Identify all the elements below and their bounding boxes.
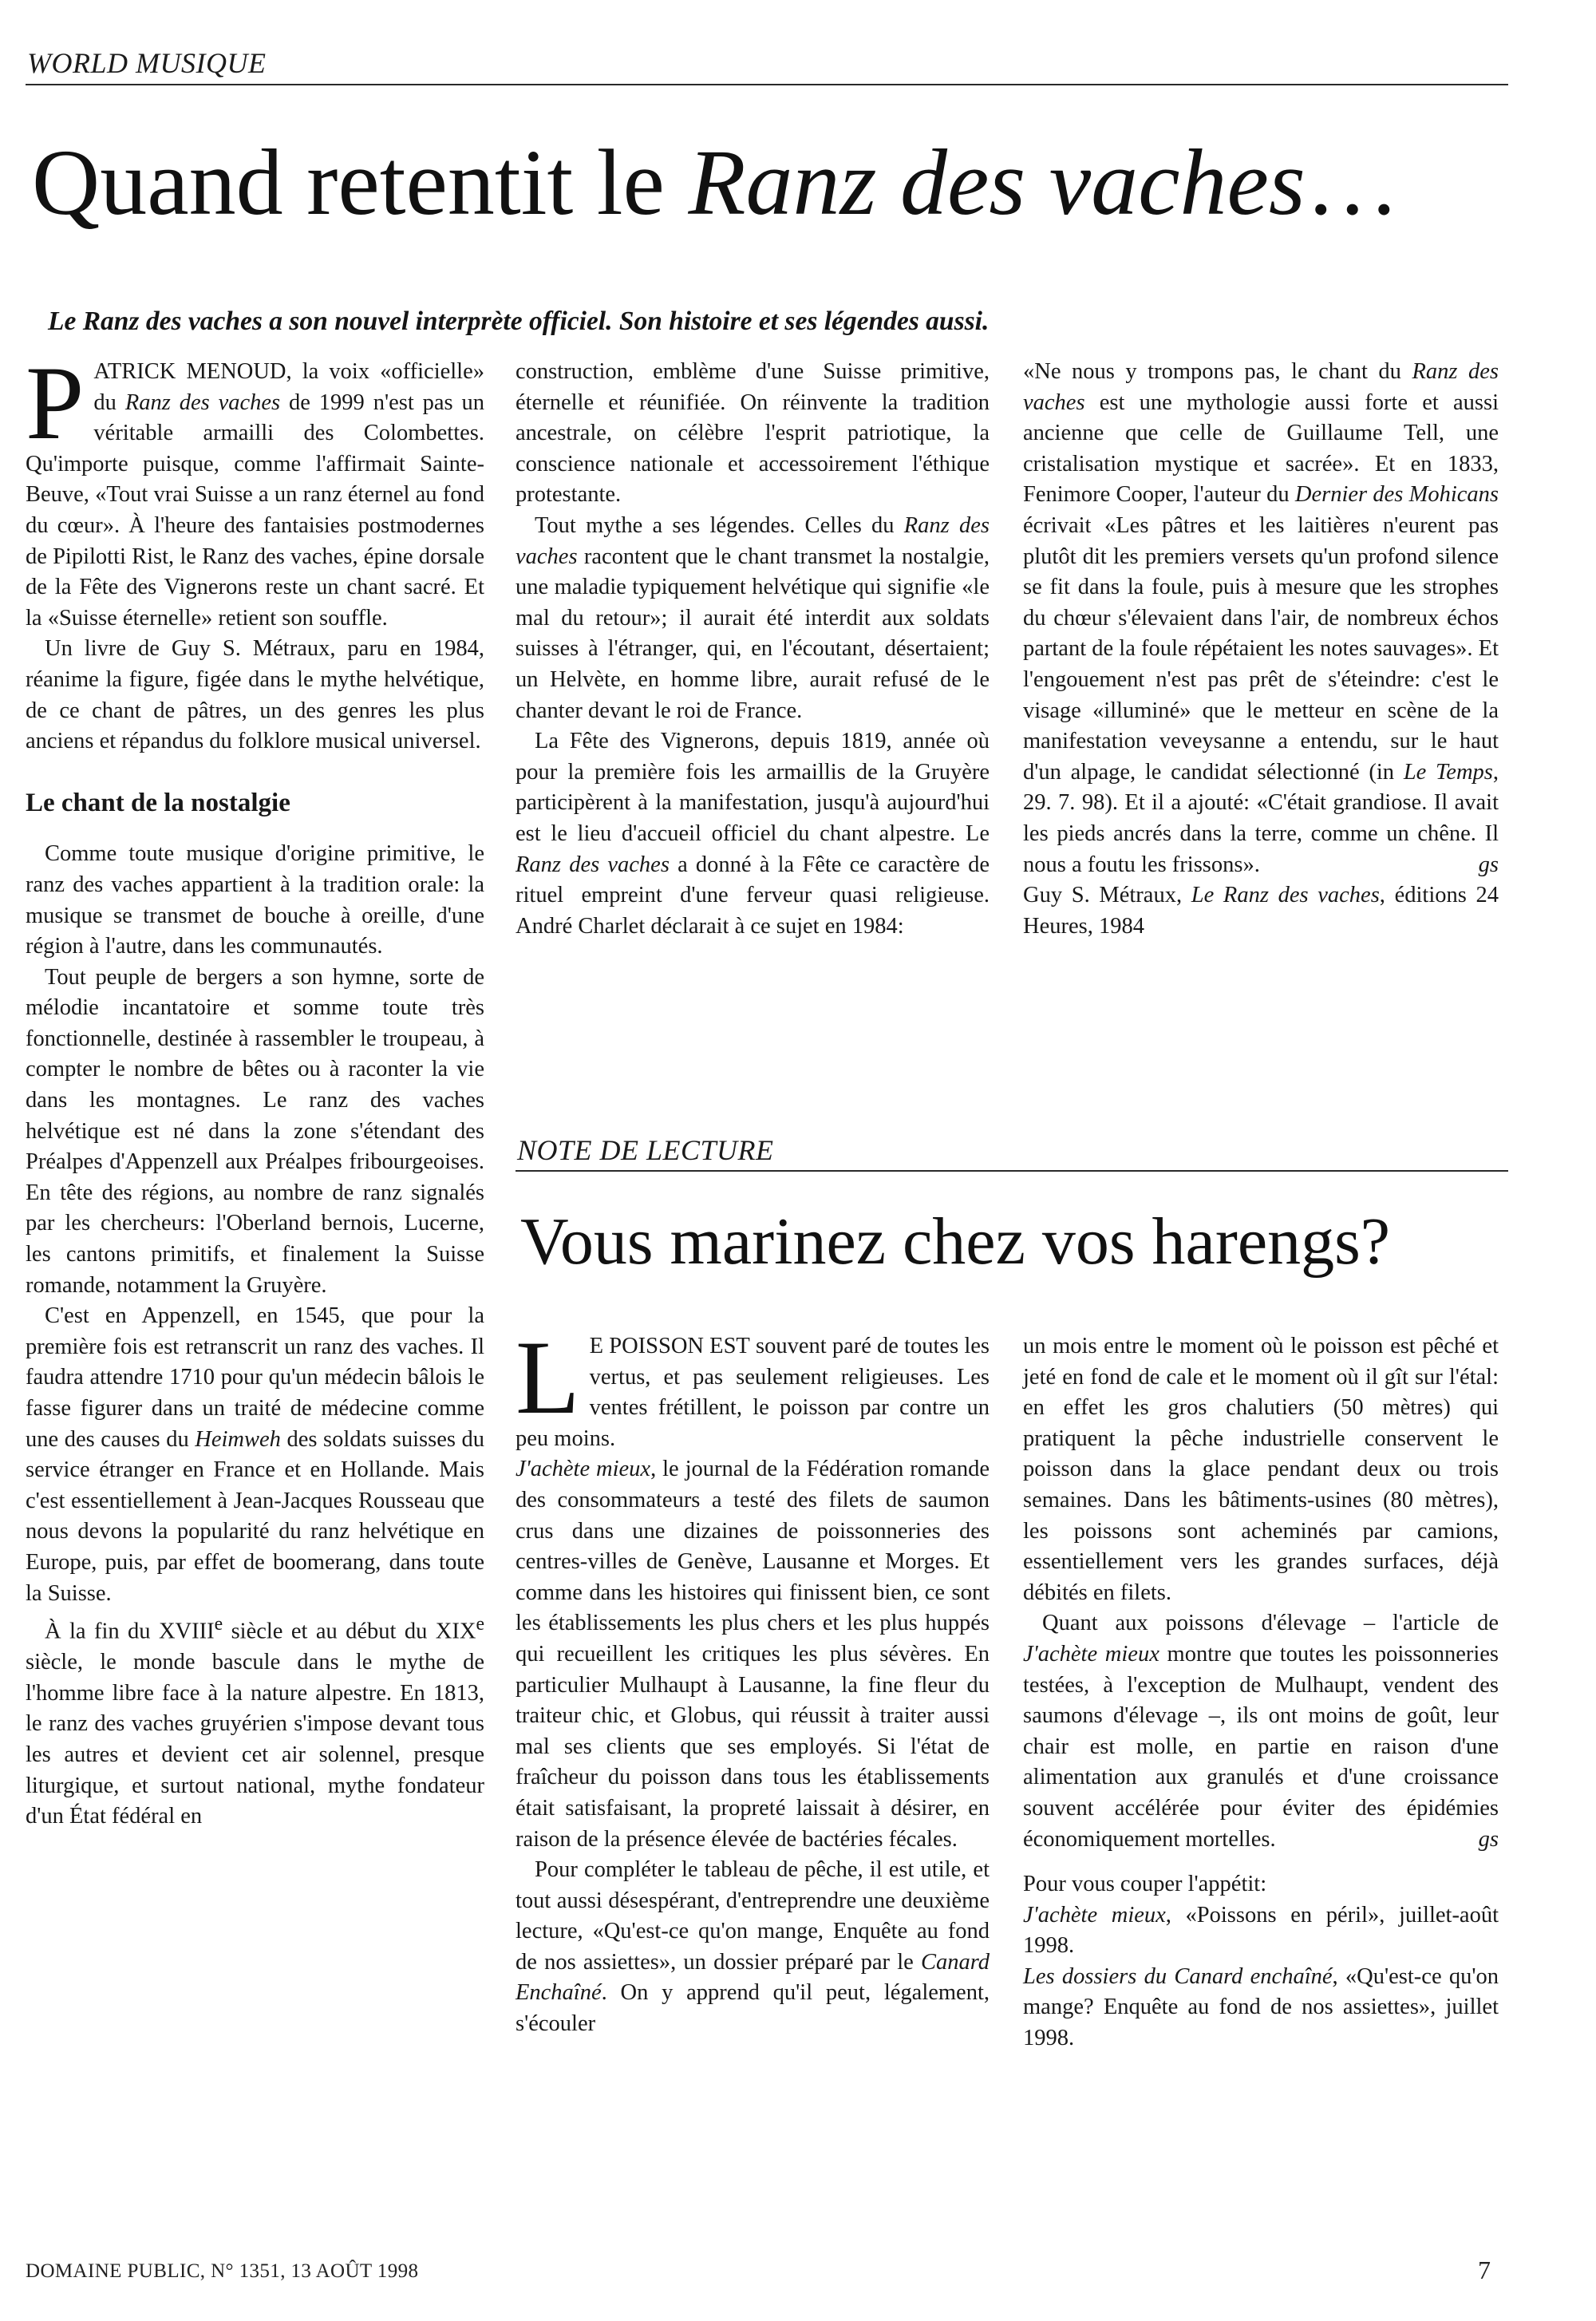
- reference-intro: Pour vous couper l'appétit:: [1023, 1872, 1267, 1897]
- reference-2: Les dossiers du Canard enchaîné, «Qu'est-ce qu'on mange? Enquête au fond de nos assiettes», juillet 1998.: [1023, 1963, 1499, 2051]
- article1-column1: PATRICK MENOUD, la voix «officielle» du Ranz des vaches de 1999 n'est pas un véritable armailli des Colombettes. Qu'importe puisque, comme l'affirmait Sainte-Beuve, «Tout vrai Suisse a un ranz éternel au fond du cœur». À l'heure des fantaisies postmodernes de Pipilotti Rist, le Ranz des vaches, épine dorsale de la Fête des Vignerons reste un chant sacré. Et la «Suisse éternelle» retient son souffle. Un livre de Guy S. Métraux, paru en 1984, réanime la figure, figée dans le mythe helvétique, de ce chant de pâtres, un des genres les plus anciens et répandus du folklore musical universel. Le chant de la nostalgie Comme toute musique d'origine primitive, le ranz des vaches appartient à la tradition orale: la musique se transmet de bouche à oreille, d'une région à l'autre, dans les communautés. Tout peuple de bergers a son hymne, sorte de mélodie incantatoire et somme toute très fonctionnelle, destinée à rassembler le troupeau, à compter le nombre de bêtes ou à raconter la vie dans les montagnes. Le ranz des vaches helvétique est né dans la zone s'étendant des Préalpes d'Appenzell aux Préalpes fribourgeoises. En tête des régions, au nombre de ranz signalés par les chercheurs: l'Oberland bernois, Lucerne, les cantons primitifs, et finalement la Suisse romande, notamment la Gruyère. C'est en Appenzell, en 1545, que pour la première fois est retranscrit un ranz des vaches. Il faudra attendre 1710 pour qu'un médecin bâlois le fasse figurer dans un traité de médecine comme une des causes du Heimweh des soldats suisses du service étranger en France et en Hollande. Mais c'est essentiellement à Jean-Jacques Rousseau que nous devons la popularité du ranz helvétique en Europe, puis, par effet de boomerang, dans toute la Suisse. À la fin du XVIIIe siècle et au début du XIXe siècle, le monde bascule dans le mythe de l'homme libre face à la nature alpestre. En 1813, le ranz des vaches gruyérien s'impose devant tous les autres et devient cet air solennel, presque liturgique, et surtout national, mythe fondateur d'un État fédéral en: [26, 344, 485, 1829]
- article1-column3: «Ne nous y trompons pas, le chant du Ranz des vaches est une mythologie aussi forte et aussi ancienne que celle de Guillaume Tell, une cristalisation mystique et sacrée». Et en 1833, Fenimore Cooper, l'auteur du Dernier des Mohicans écrivait «Les pâtres et les laitières n'eurent pas plutôt dit les premiers versets qu'un profond silence se fit dans la foule, puis à mesure que les strophes du chœur s'élevaient dans l'air, de nombreux échos partant de la foule répétaient les notes sauvages». Et l'engouement n'est pas prêt de s'éteindre: c'est le visage «illuminé» que le metteur en scène de la manifestation veveysanne a entendu, sur le haut d'un alpage, le candidat sélectionné (in Le Temps, 29. 7. 98). Et il a ajouté: «C'était grandiose. Il avait les pieds ancrés dans la terre, comme un chêne. Il nous a foutu les frissons». gs Guy S. Métraux, Le Ranz des vaches, éditions 24 Heures, 1984: [1023, 357, 1499, 942]
- subheading: Le chant de la nostalgie: [26, 788, 290, 817]
- reference-1: J'achète mieux, «Poissons en péril», juillet-août 1998.: [1023, 1902, 1499, 1959]
- page-title: Quand retentit le Ranz des vaches…: [32, 130, 1400, 235]
- section-label-2: NOTE DE LECTURE: [517, 1134, 774, 1166]
- page-number: 7: [1478, 2256, 1491, 2284]
- footer-publication: DOMAINE PUBLIC, N° 1351, 13 AOÛT 1998: [26, 2260, 419, 2282]
- section-label: WORLD MUSIQUE: [27, 47, 267, 79]
- reference: Guy S. Métraux, Le Ranz des vaches, éditions 24 Heures, 1984: [1023, 883, 1499, 939]
- article2-column3: un mois entre le moment où le poisson est pêché et jeté en fond de cale et le moment où il gît sur l'étal: en effet les gros chalutiers (50 mètres) qui pratiquent la pêche industrielle conservent le poisson dans la glace pendant deux ou trois semaines. Dans les bâtiments-usines (80 mètres), les poissons sont acheminés par camions, essentiellement vers les grandes surfaces, déjà débités en filets. Quant aux poissons d'élevage – l'article de J'achète mieux montre que toutes les poissonneries testées, à l'exception de Mulhaupt, vendent des saumons d'élevage –, ils ont moins de goût, leur chair est molle, en partie en raison d'une alimentation aux granulés et d'une croissance souvent accélérée pour éviter des épidémies économiquement mortelles. gs Pour vous couper l'appétit: J'achète mieux, «Poissons en péril», juillet-août 1998. Les dossiers du Canard enchaîné, «Qu'est-ce qu'on mange? Enquête au fond de nos assiettes», juillet 1998.: [1023, 1331, 1499, 2054]
- section-rule-2: [516, 1170, 1508, 1172]
- drop-cap-2: L: [516, 1319, 580, 1436]
- article2-title: Vous marinez chez vos harengs?: [520, 1204, 1391, 1279]
- article-deck: Le Ranz des vaches a son nouvel interprète officiel. Son histoire et ses légendes aussi.: [48, 306, 990, 336]
- article2-column2: L E POISSON EST souvent paré de toutes les vertus, et pas seulement religieuses. Les ventes frétillent, le poisson par contre un peu moins. J'achète mieux, le journal de la Fédération romande des consommateurs a testé des filets de saumon crus dans une dizaines de poissonneries des centres-villes de Genève, Lausanne et Morges. Et comme dans les histoires qui finissent bien, ce sont les établissements les plus chers et les plus huppés qui recueillent les critiques les plus sévères. En particulier Mulhaupt à Lausanne, la fine fleur du traiteur chic, et Globus, qui réussit à traiter aussi mal ses clients que ses employés. Si l'état de fraîcheur du poisson dans tous les établissements était satisfaisant, la propreté laissait à désirer, en raison de la présence élevée de bactéries fécales. Pour compléter le tableau de pêche, il est utile, et tout aussi désespérant, d'entreprendre une deuxième lecture, «Qu'est-ce qu'on mange, Enquête au fond de nos assiettes», un dossier préparé par le Canard Enchaîné. On y apprend qu'il peut, légalement, s'écouler: [516, 1319, 990, 2037]
- author-signature: gs: [1478, 852, 1499, 877]
- article1-column2: construction, emblème d'une Suisse primitive, éternelle et réunifiée. On réinvente la tradition ancestrale, on célèbre l'esprit patriotique, la conscience nationale et accessoirement l'éthique protestante. Tout mythe a ses légendes. Celles du Ranz des vaches racontent que le chant transmet la nostalgie, une maladie typiquement helvétique qui signifie «le mal du retour»; il aurait été interdit aux soldats suisses à l'étranger, qui, en l'écoutant, désertaient; un Helvète, en homme libre, aurait refusé de le chanter devant le roi de France. La Fête des Vignerons, depuis 1819, année où pour la première fois les armaillis de la Gruyère participèrent à la manifestation, jusqu'à aujourd'hui est le lieu d'accueil officiel du chant alpestre. Le Ranz des vaches a donné à la Fête ce caractère de rituel empreint d'une ferveur quasi religieuse. André Charlet déclarait à ce sujet en 1984:: [516, 359, 990, 939]
- top-rule: [26, 84, 1508, 85]
- author-signature-2: gs: [1478, 1826, 1499, 1852]
- drop-cap: P: [26, 344, 85, 461]
